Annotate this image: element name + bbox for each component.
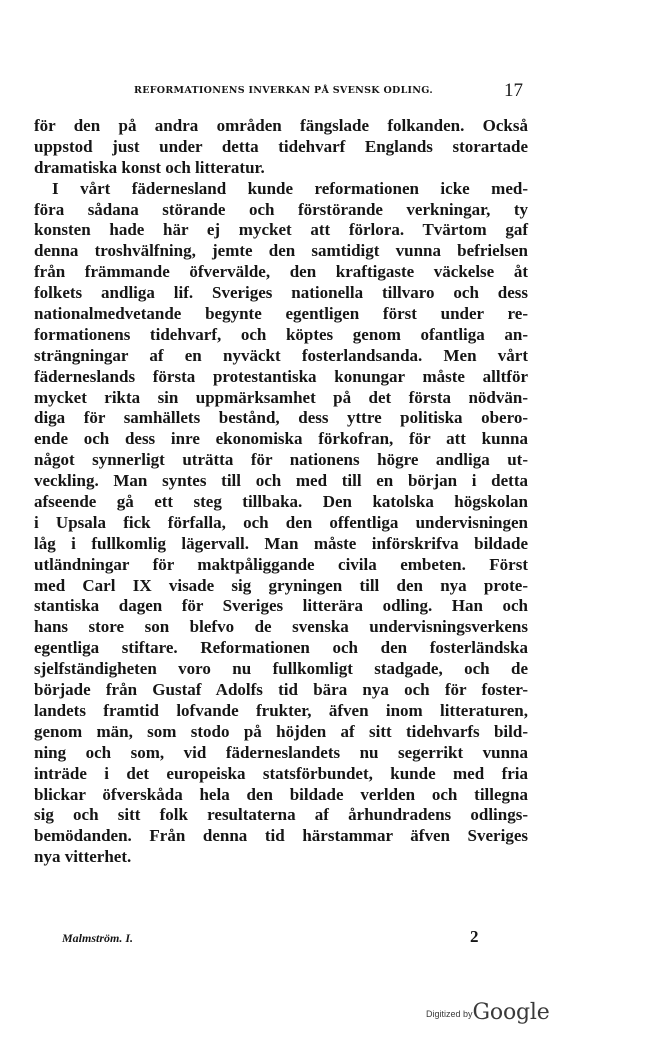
- text-line: sjelfständigheten voro nu fullkomligt stadgade, och de: [34, 659, 528, 679]
- text-line: genom män, som stodo på höjden af sitt tidehvarfs bild-: [34, 721, 528, 741]
- text-line: nya vitterhet.: [34, 847, 132, 867]
- text-line: i Upsala fick förfalla, och den offentliga undervisningen: [34, 512, 528, 532]
- text-line: fäderneslands första protestantiska konungar måste alltför: [34, 366, 528, 386]
- text-line: låg i fullkomlig lägervall. Man måste införskrifva bildade: [34, 533, 528, 553]
- text-line: nationalmedvetande begynte egentligen först under re-: [34, 304, 528, 324]
- text-line: började från Gustaf Adolfs tid bära nya och för foster-: [34, 680, 528, 700]
- text-line: från främmande öfvervälde, den kraftigaste väckelse åt: [34, 262, 528, 282]
- text-line: diga för samhällets bestånd, dess yttre politiska obero-: [34, 408, 528, 428]
- signature-number: 2: [470, 927, 479, 946]
- text-line: sig och sitt folk resultaterna af århundradens odlings-: [34, 805, 528, 825]
- text-line: egentliga stiftare. Reformationen och den fosterländska: [34, 638, 528, 658]
- signature-mark: Malmström. I.: [62, 931, 134, 945]
- body-text: [34, 116, 528, 868]
- text-line: formationens tidehvarf, och köptes genom ofantliga an-: [34, 324, 528, 344]
- text-line: inträde i det europeiska statsförbundet, kunde med fria: [34, 763, 528, 783]
- page-header: [0, 80, 648, 104]
- text-line: bemödanden. Från denna tid härstammar äfven Sveriges: [34, 826, 528, 846]
- text-line: ende och dess inre ekonomiska förkofran, för att kunna: [34, 429, 528, 449]
- text-line: landets framtid lofvande frukter, äfven inom litteraturen,: [34, 700, 528, 720]
- text-line: stantiska dagen för Sveriges litterära odling. Han och: [34, 596, 528, 616]
- text-line: denna troshvälfning, jemte den samtidigt vunna befrielsen: [34, 241, 528, 261]
- text-line: veckling. Man syntes till och med till en början i detta: [34, 471, 528, 491]
- text-line: uppstod just under detta tidehvarf Englands storartade: [34, 136, 528, 156]
- text-line: hans store son blefvo de svenska undervisningsverkens: [34, 617, 528, 637]
- text-line: något synnerligt uträtta för nationens högre andliga ut-: [34, 450, 528, 470]
- running-head: REFORMATIONENS INVERKAN PÅ SVENSK ODLING.: [134, 85, 433, 96]
- text-line: afseende gå ett steg tillbaka. Den katolska högskolan: [34, 492, 528, 512]
- google-logo: Google: [472, 1000, 550, 1025]
- page-footer: [0, 927, 648, 951]
- text-line: utländningar för maktpåliggande civila embeten. Först: [34, 554, 528, 574]
- text-line: strängningar af en nyväckt fosterlandsanda. Men vårt: [34, 345, 528, 365]
- text-line: mycket rikta sin uppmärksamhet på det första nödvän-: [34, 387, 528, 407]
- text-line: I vårt fädernesland kunde reformationen icke med-: [52, 178, 528, 198]
- text-line: blickar öfverskåda hela den bildade verlden och tillegna: [34, 784, 528, 804]
- text-line: med Carl IX visade sig gryningen till den nya prote-: [34, 575, 528, 595]
- text-line: för den på andra områden fängslade folkanden. Också: [34, 116, 528, 135]
- digitized-by-label: Digitized by: [426, 1009, 473, 1019]
- text-line: föra sådana störande och förstörande verkningar, ty: [34, 199, 528, 219]
- text-line: ning och som, vid fäderneslandets nu segerrikt vunna: [34, 742, 528, 762]
- page-number: 17: [504, 80, 523, 101]
- text-line: konsten hade här ej mycket att förlora. Tvärtom gaf: [34, 220, 528, 240]
- digitized-watermark: [426, 1000, 550, 1025]
- text-line: dramatiska konst och litteratur.: [34, 157, 265, 177]
- text-line: folkets andliga lif. Sveriges nationella tillvaro och dess: [34, 283, 528, 303]
